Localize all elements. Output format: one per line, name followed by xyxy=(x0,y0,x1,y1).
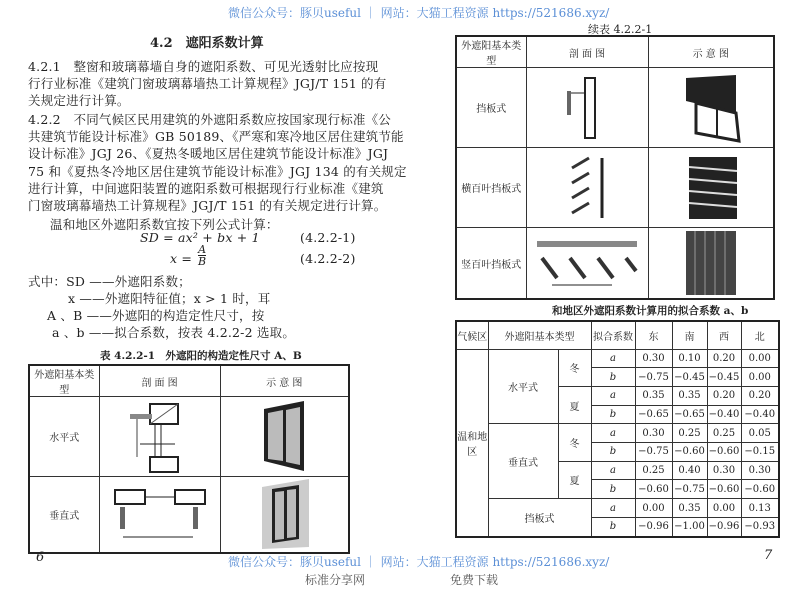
col-header: 外遮阳基本类型 xyxy=(29,365,99,397)
table-cell: −0.65 xyxy=(672,405,707,424)
paragraph-line: 行行业标准《建筑门窗玻璃幕墙热工计算规程》JGJ/T 151 的有 xyxy=(28,76,387,91)
table-cell: 冬 xyxy=(558,424,591,461)
table-cell: 垂直式 xyxy=(488,424,558,499)
section-diagram-vertical xyxy=(99,477,220,554)
table-cell: 0.10 xyxy=(672,349,707,368)
footer-left: 标准分享网 xyxy=(305,573,366,587)
table-cell: 夏 xyxy=(558,461,591,498)
table-cell: 挡板式 xyxy=(488,499,591,537)
section-diagram-vertical-louver xyxy=(526,228,648,300)
col-header: 剖 面 图 xyxy=(526,36,648,68)
table-cell: −0.75 xyxy=(672,480,707,499)
section-title: 4.2 遮阳系数计算 xyxy=(150,36,264,51)
col-header: 西 xyxy=(707,321,741,349)
row-type: 横百叶挡板式 xyxy=(456,148,526,228)
table-cell: b xyxy=(591,517,635,537)
table-cell: 0.20 xyxy=(741,386,779,405)
table-cell: b xyxy=(591,443,635,462)
formula-2-fraction xyxy=(198,244,206,267)
paragraph-line: 关规定进行计算。 xyxy=(28,93,130,108)
formula-2-number: (4.2.2-2) xyxy=(300,251,356,266)
numerator: A xyxy=(198,243,207,256)
paragraph-line: 门窗玻璃幕墙热工计算规程》JGJ/T 151 的有关规定进行计算。 xyxy=(28,198,387,213)
col-header: 示 意 图 xyxy=(220,365,349,397)
col-header: 拟合系数 xyxy=(591,321,635,349)
table-cell: 0.13 xyxy=(741,499,779,518)
table-caption: 表 4.2.2-1 外遮阳的构造定性尺寸 A、B xyxy=(100,350,302,362)
table-cell: −0.75 xyxy=(635,443,672,462)
paragraph-line: 75 和《夏热冬冷地区居住建筑节能设计标准》JGJ 134 的有关规定 xyxy=(28,164,407,179)
paragraph-line: 4.2.2 不同气候区民用建筑的外遮阳系数应按国家现行标准《公 xyxy=(28,112,392,127)
table-cell: −0.96 xyxy=(635,517,672,537)
table-cell: 0.25 xyxy=(672,424,707,443)
row-type: 垂直式 xyxy=(29,477,99,554)
table-cell: −0.45 xyxy=(672,368,707,387)
footer-right: 免费下载 xyxy=(450,573,499,587)
row-type: 竖百叶挡板式 xyxy=(456,228,526,300)
table-cell: a xyxy=(591,499,635,518)
col-header: 北 xyxy=(741,321,779,349)
table-cell: 夏 xyxy=(558,386,591,423)
table-cell: b xyxy=(591,480,635,499)
section-diagram-panel xyxy=(526,68,648,148)
table-cell: 0.25 xyxy=(635,461,672,480)
table-cell: b xyxy=(591,405,635,424)
table1-caption: 续表 4.2.2-1 xyxy=(588,23,653,36)
table-cell: 0.20 xyxy=(707,349,741,368)
table-cell: 0.05 xyxy=(741,424,779,443)
table-cell: −0.15 xyxy=(741,443,779,462)
table-cell: 0.35 xyxy=(635,386,672,405)
table-cell: 0.35 xyxy=(672,499,707,518)
table-row xyxy=(456,499,779,518)
schematic-horizontal xyxy=(220,397,349,477)
def-ab-coef: a 、b ——拟合系数，按表 4.2.2-2 选取。 xyxy=(52,325,296,340)
table-cell: 0.00 xyxy=(635,499,672,518)
table-cell: 0.00 xyxy=(741,349,779,368)
table-row xyxy=(456,349,779,368)
col-header: 外遮阳基本类型 xyxy=(456,36,526,68)
table-cell: 0.30 xyxy=(635,349,672,368)
row-type: 水平式 xyxy=(29,397,99,477)
table-cell: −0.60 xyxy=(707,480,741,499)
table-cell: a xyxy=(591,461,635,480)
table-cell: 0.35 xyxy=(672,386,707,405)
paragraph-line: 设计标准》JGJ 26、《夏热冬暖地区居住建筑节能设计标准》JGJ xyxy=(28,146,389,161)
watermark-bottom: 微信公众号：豚贝useful ｜ 网站：大猫工程资源 https://521686.xyz/ xyxy=(228,555,610,569)
table-cell: −0.60 xyxy=(635,480,672,499)
table-cell: b xyxy=(591,368,635,387)
table-cell: 0.00 xyxy=(707,499,741,518)
fitting-coefficient-table xyxy=(455,320,780,538)
formula-2-lhs: x = xyxy=(170,251,193,266)
schematic-horizontal-louver xyxy=(648,148,774,228)
def-x: x ——外遮阳特征值；x > 1 时，耳 xyxy=(68,291,271,306)
table-cell: 0.30 xyxy=(635,424,672,443)
table-cell: −0.40 xyxy=(741,405,779,424)
col-header: 剖 面 图 xyxy=(99,365,220,397)
section-diagram-horizontal xyxy=(99,397,220,477)
table-cell: −0.60 xyxy=(741,480,779,499)
table-cell: −0.75 xyxy=(635,368,672,387)
table-cell: −0.96 xyxy=(707,517,741,537)
table-cell: 温和地区 xyxy=(456,349,488,537)
table-cell: 冬 xyxy=(558,349,591,386)
table-cell: 0.30 xyxy=(741,461,779,480)
table-cell: −0.60 xyxy=(707,443,741,462)
def-ab: A 、B ——外遮阳的构造定性尺寸，按 xyxy=(47,308,265,323)
table-cell: 0.30 xyxy=(707,461,741,480)
paragraph-line: 共建筑节能设计标准》GB 50189、《严寒和寒冷地区居住建筑节能 xyxy=(28,129,404,144)
table-cell: −1.00 xyxy=(672,517,707,537)
table-cell: a xyxy=(591,386,635,405)
paragraph-line: 温和地区外遮阳系数宜按下列公式计算： xyxy=(50,217,279,232)
schematic-vertical xyxy=(220,477,349,554)
col-header: 气候区 xyxy=(456,321,488,349)
schematic-vertical-louver xyxy=(648,228,774,300)
page-number-right: 7 xyxy=(764,548,773,563)
def-sd: 式中：SD ——外遮阳系数； xyxy=(28,274,191,289)
table-cell: −0.60 xyxy=(672,443,707,462)
col-header: 东 xyxy=(635,321,672,349)
page-number-left: 6 xyxy=(36,550,45,565)
table-cell: 0.20 xyxy=(707,386,741,405)
table-cell: 0.00 xyxy=(741,368,779,387)
schematic-panel xyxy=(648,68,774,148)
denominator: B xyxy=(198,255,207,268)
formula-1-number: (4.2.2-1) xyxy=(300,230,356,245)
shading-dimension-table xyxy=(28,364,350,554)
table-cell: −0.45 xyxy=(707,368,741,387)
col-header: 示 意 图 xyxy=(648,36,774,68)
table-cell: 0.25 xyxy=(707,424,741,443)
formula-1: SD = ax² + bx + 1 xyxy=(140,230,260,245)
watermark-top: 微信公众号：豚贝useful ｜ 网站：大猫工程资源 https://521686.xyz/ xyxy=(228,6,610,20)
table-row xyxy=(456,424,779,443)
shading-dimension-table-continued xyxy=(455,35,775,300)
col-header: 外遮阳基本类型 xyxy=(488,321,591,349)
row-type: 挡板式 xyxy=(456,68,526,148)
paragraph-line: 4.2.1 整窗和玻璃幕墙自身的遮阳系数、可见光透射比应按现 xyxy=(28,59,379,74)
col-header: 南 xyxy=(672,321,707,349)
section-diagram-horizontal-louver xyxy=(526,148,648,228)
table-cell: −0.40 xyxy=(707,405,741,424)
table2-caption: 和地区外遮阳系数计算用的拟合系数 a、b xyxy=(552,305,749,317)
table-cell: a xyxy=(591,349,635,368)
table-cell: −0.93 xyxy=(741,517,779,537)
table-cell: −0.65 xyxy=(635,405,672,424)
table-cell: a xyxy=(591,424,635,443)
paragraph-line: 进行计算，中间遮阳装置的遮阳系数可根据现行行业标准《建筑 xyxy=(28,181,384,196)
table-cell: 水平式 xyxy=(488,349,558,424)
table-cell: 0.40 xyxy=(672,461,707,480)
